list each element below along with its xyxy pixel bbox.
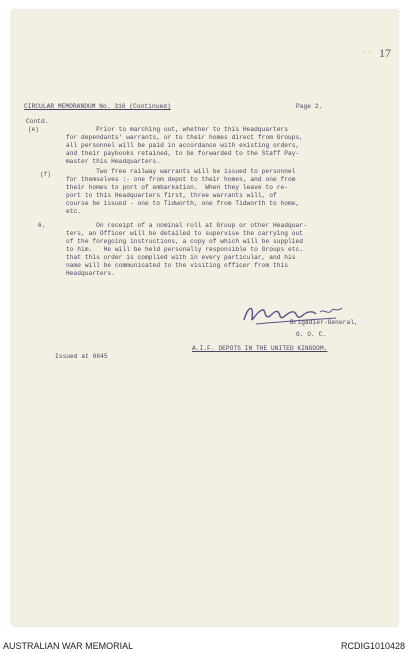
faint-mark: ~ ~ [361, 50, 371, 56]
archive-reference: RCDIG1010428 [340, 641, 405, 651]
handwritten-signature [236, 298, 356, 332]
paragraph-e-line: and their paybooks retained, to be forwarded to the Staff Pay- [66, 150, 300, 157]
paragraph-marker-f: (f) [40, 171, 51, 178]
paragraph-f-line: for themselves :- one from depot to their homes, and one from [66, 176, 296, 183]
page-label: Page 2. [296, 103, 323, 110]
paragraph-f-line: Two free railway warrants will be issued to personnel [66, 168, 296, 175]
paragraph-6-line: On receipt of a nominal roll at Group or other Headquar- [66, 222, 307, 229]
signature-title: Brigadier-General, [290, 319, 358, 326]
footer-depots: A.I.F. DEPOTS IN THE UNITED KINGDOM. [192, 345, 328, 352]
paragraph-6-line: to him. He will be held personally responsible to Groups etc. [66, 246, 304, 253]
paragraph-f-line: etc. [66, 208, 82, 215]
page-number: 17 [379, 46, 391, 60]
paragraph-6-line: name will be communicated to the visiting officer from this [66, 262, 289, 269]
archive-institution: AUSTRALIAN WAR MEMORIAL [3, 641, 134, 651]
paragraph-marker-6: 6. [38, 222, 46, 229]
paragraph-6-line: that this order is complied with in every particular, and his [66, 254, 296, 261]
issued-time: Issued at 0645 [55, 353, 108, 360]
memo-heading: CIRCULAR MEMORANDUM No. 316 (Continued) [24, 103, 171, 110]
paragraph-e-line: master this Headquarters. [66, 158, 161, 165]
paragraph-f-line: their homes to port of embarkation. When they leave to re- [66, 184, 289, 191]
paragraph-f-line: course be issued - one to Tidworth, one from Tidworth to home, [66, 200, 300, 207]
paragraph-6-line: Headquarters. [66, 270, 115, 277]
paragraph-e-line: for dependants' warrants, or to their homes direct from Groups, [66, 134, 304, 141]
paragraph-marker-e: (e) [28, 126, 39, 133]
paragraph-f-line: port to this Headquarters first, three warrants will, of [66, 192, 277, 199]
paragraph-e-line: Prior to marching out, whether to this Headquarters [66, 126, 289, 133]
paragraph-6-line: ters, an Officer will be detailed to supervise the carrying out [66, 230, 304, 237]
contd-label: Contd. [26, 118, 49, 125]
paragraph-6-line: of the foregoing instructions, a copy of which will be supplied [66, 238, 304, 245]
signature-subtitle: G. O. C. [296, 331, 327, 338]
paragraph-e-line: all personnel will be paid in accordance with existing orders, [66, 142, 300, 149]
